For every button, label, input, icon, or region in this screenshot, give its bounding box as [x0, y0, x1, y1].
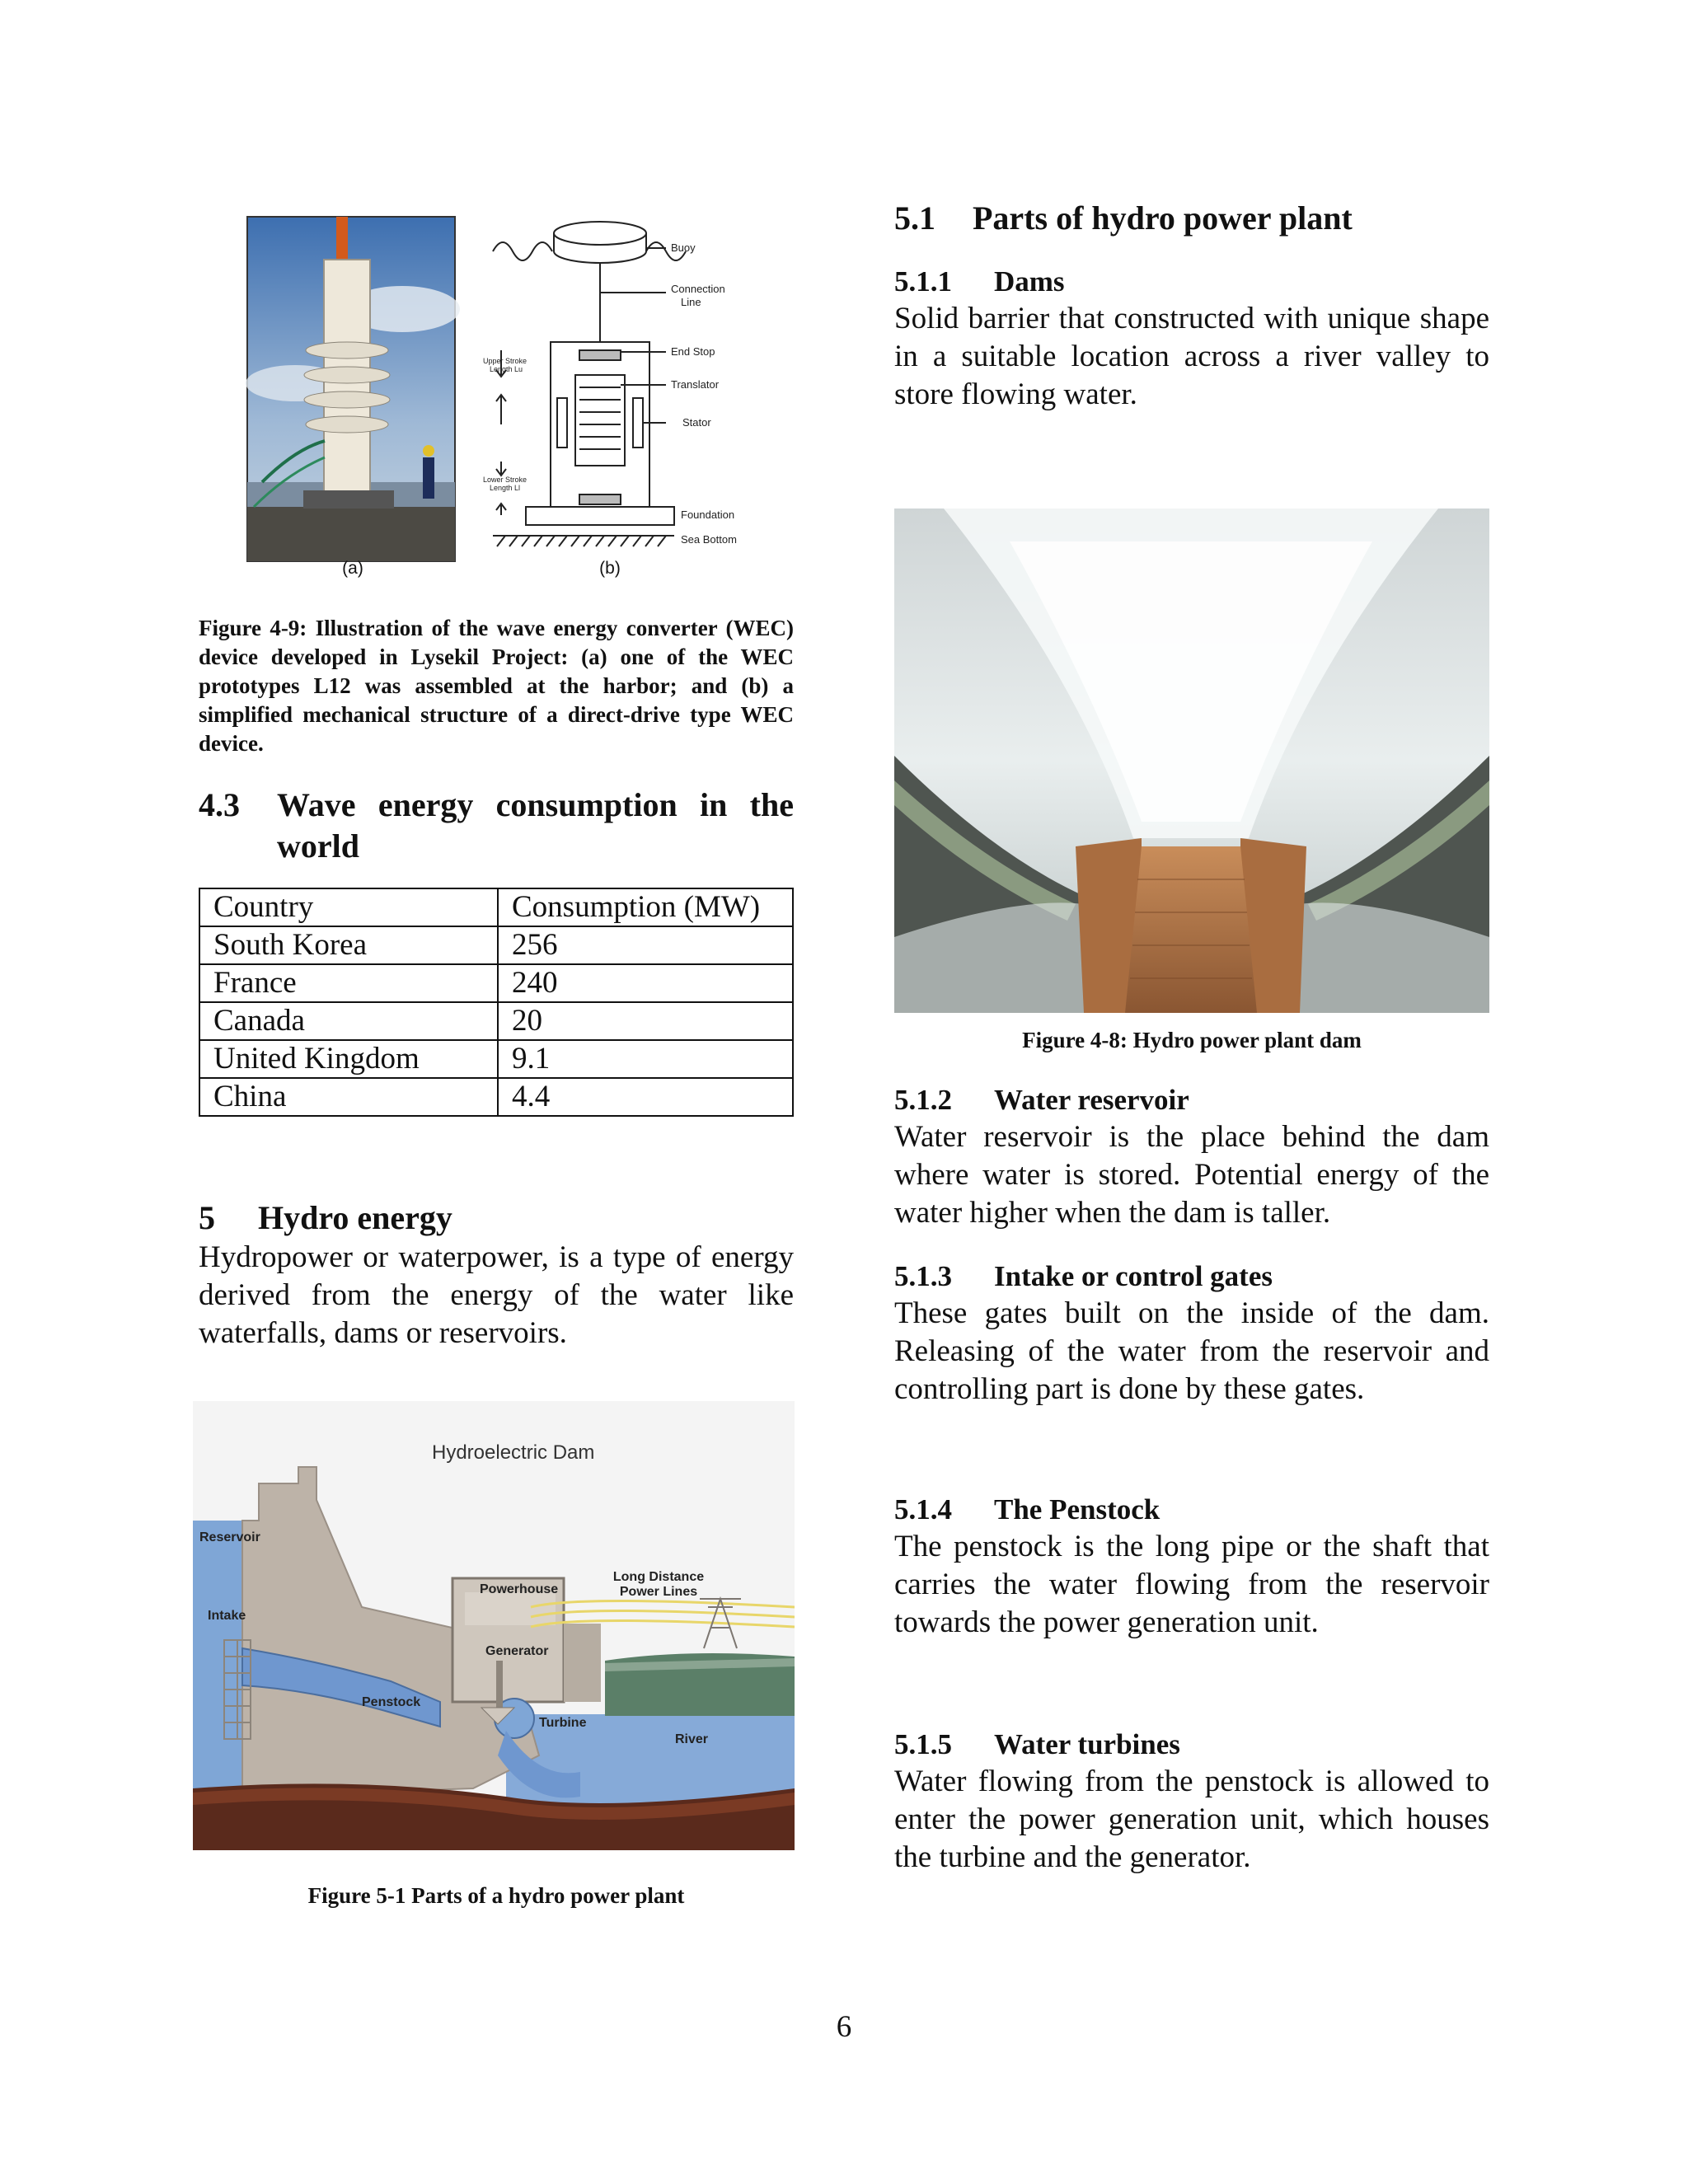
table-header-row	[199, 888, 793, 926]
subsection-5-1-1-number: 5.1.1	[894, 265, 952, 298]
subsection-5-1-4-title: The Penstock	[994, 1493, 1160, 1526]
table-row	[199, 926, 793, 964]
subsection-5-1-3-number: 5.1.3	[894, 1260, 952, 1292]
label-a: (a)	[342, 559, 363, 578]
label-long-distance-2: Power Lines	[619, 1585, 698, 1599]
table-row	[199, 1002, 793, 1040]
table-cell-value: 240	[498, 964, 793, 1002]
table-cell-value: 9.1	[498, 1040, 793, 1078]
table-cell-value: 20	[498, 1002, 793, 1040]
subsection-5-1-2	[894, 1082, 1489, 1232]
section-5-body: Hydropower or waterpower, is a type of energy derived from the energy of the water like waterfalls, dams or reservoirs.	[199, 1240, 794, 1350]
table-cell-country: South Korea	[199, 926, 498, 964]
dam-photo	[894, 509, 1489, 1013]
subsection-5-1-3-body: These gates built on the inside of the dam. Releasing of the water from the reservoir and controlling part is done by these gates.	[894, 1296, 1489, 1406]
table-row	[199, 964, 793, 1002]
label-end-stop: End Stop	[671, 345, 715, 358]
table-header-country: Country	[199, 888, 498, 926]
table-row	[199, 1040, 793, 1078]
table-cell-country: Canada	[199, 1002, 498, 1040]
figure-5-1-title: Hydroelectric Dam	[432, 1441, 595, 1464]
table-cell-country: China	[199, 1078, 498, 1116]
label-b: (b)	[599, 559, 621, 578]
wec-schematic	[493, 222, 686, 546]
subsection-5-1-5	[894, 1727, 1489, 1877]
figure-5-1-caption: Figure 5-1 Parts of a hydro power plant	[307, 1883, 685, 1908]
subsection-5-1-5-title: Water turbines	[994, 1728, 1180, 1760]
wec-photo	[246, 217, 460, 561]
figure-5-1-graphic	[193, 1401, 795, 1850]
section-5-1-number: 5.1	[894, 199, 935, 237]
page-number: 6	[836, 2010, 852, 2044]
figure-4-8-caption: Figure 4-8: Hydro power plant dam	[1022, 1028, 1362, 1052]
subsection-5-1-3-title: Intake or control gates	[994, 1260, 1273, 1292]
table-row	[199, 1078, 793, 1116]
subsection-5-1-4	[894, 1492, 1489, 1642]
figure-5-1	[193, 1401, 795, 1850]
section-4-3-title-line1: Wave energy consumption in the	[277, 786, 794, 823]
label-turbine: Turbine	[539, 1716, 587, 1730]
table-cell-country: France	[199, 964, 498, 1002]
table-cell-value: 4.4	[498, 1078, 793, 1116]
label-connection: Connection	[671, 283, 725, 295]
subsection-5-1-2-title: Water reservoir	[994, 1084, 1189, 1116]
label-penstock: Penstock	[362, 1695, 421, 1709]
section-4-3-title-line2: world	[277, 827, 359, 865]
label-upper-length: Length Lu	[490, 365, 523, 373]
label-river: River	[675, 1732, 709, 1746]
subsection-5-1-4-number: 5.1.4	[894, 1493, 952, 1526]
label-lower-length: Length Ll	[490, 484, 521, 492]
label-upper-stroke: Upper Stroke	[483, 357, 528, 365]
subsection-5-1-1-title: Dams	[994, 265, 1065, 298]
label-intake: Intake	[208, 1609, 246, 1623]
section-5-1-heading	[894, 198, 1489, 239]
subsection-5-1-2-body: Water reservoir is the place behind the dam where water is stored. Potential energy of the water higher when the dam is taller.	[894, 1120, 1489, 1230]
section-5-title: Hydro energy	[258, 1199, 452, 1236]
subsection-5-1-5-number: 5.1.5	[894, 1728, 952, 1760]
label-lower-stroke: Lower Stroke	[483, 476, 528, 484]
label-powerhouse: Powerhouse	[480, 1582, 559, 1596]
subsection-5-1-3	[894, 1258, 1489, 1408]
figure-4-9-caption: Figure 4-9: Illustration of the wave energy converter (WEC) device developed in Lysekil Project: (a) one of the WEC prototypes L12 was assembled at the harbor; and (b) a simplified mechanical structure of a direct-drive type WEC device.	[199, 616, 794, 756]
section-4-3-number: 4.3	[199, 786, 240, 823]
label-reservoir: Reservoir	[199, 1530, 260, 1544]
section-5-number: 5	[199, 1199, 215, 1236]
subsection-5-1-4-body: The penstock is the long pipe or the shaft that carries the water flowing from the reservoir towards the power generation unit.	[894, 1530, 1489, 1639]
table-cell-value: 256	[498, 926, 793, 964]
section-4-3-heading	[199, 785, 794, 867]
subsection-5-1-1-body: Solid barrier that constructed with unique shape in a suitable location across a river valley to store flowing water.	[894, 302, 1489, 411]
label-long-distance-1: Long Distance	[612, 1570, 705, 1584]
label-generator: Generator	[485, 1644, 549, 1658]
table-cell-country: United Kingdom	[199, 1040, 498, 1078]
label-translator: Translator	[671, 378, 720, 391]
figure-4-8	[894, 509, 1489, 1013]
table-header-consumption: Consumption (MW)	[498, 888, 793, 926]
label-stator: Stator	[682, 416, 711, 429]
subsection-5-1-2-number: 5.1.2	[894, 1084, 952, 1116]
label-line: Line	[681, 296, 701, 308]
label-buoy: Buoy	[671, 241, 696, 254]
section-5-1-title: Parts of hydro power plant	[973, 199, 1353, 237]
subsection-5-1-5-body: Water flowing from the penstock is allowed to enter the power generation unit, which houses the turbine and the generator.	[894, 1765, 1489, 1874]
section-5	[199, 1197, 794, 1352]
subsection-5-1-1	[894, 264, 1489, 414]
figure-4-9-graphic	[246, 210, 773, 589]
label-sea-bottom: Sea Bottom	[681, 533, 737, 546]
wave-energy-table	[199, 888, 794, 1117]
figure-4-9	[246, 210, 773, 589]
label-foundation: Foundation	[681, 509, 735, 521]
